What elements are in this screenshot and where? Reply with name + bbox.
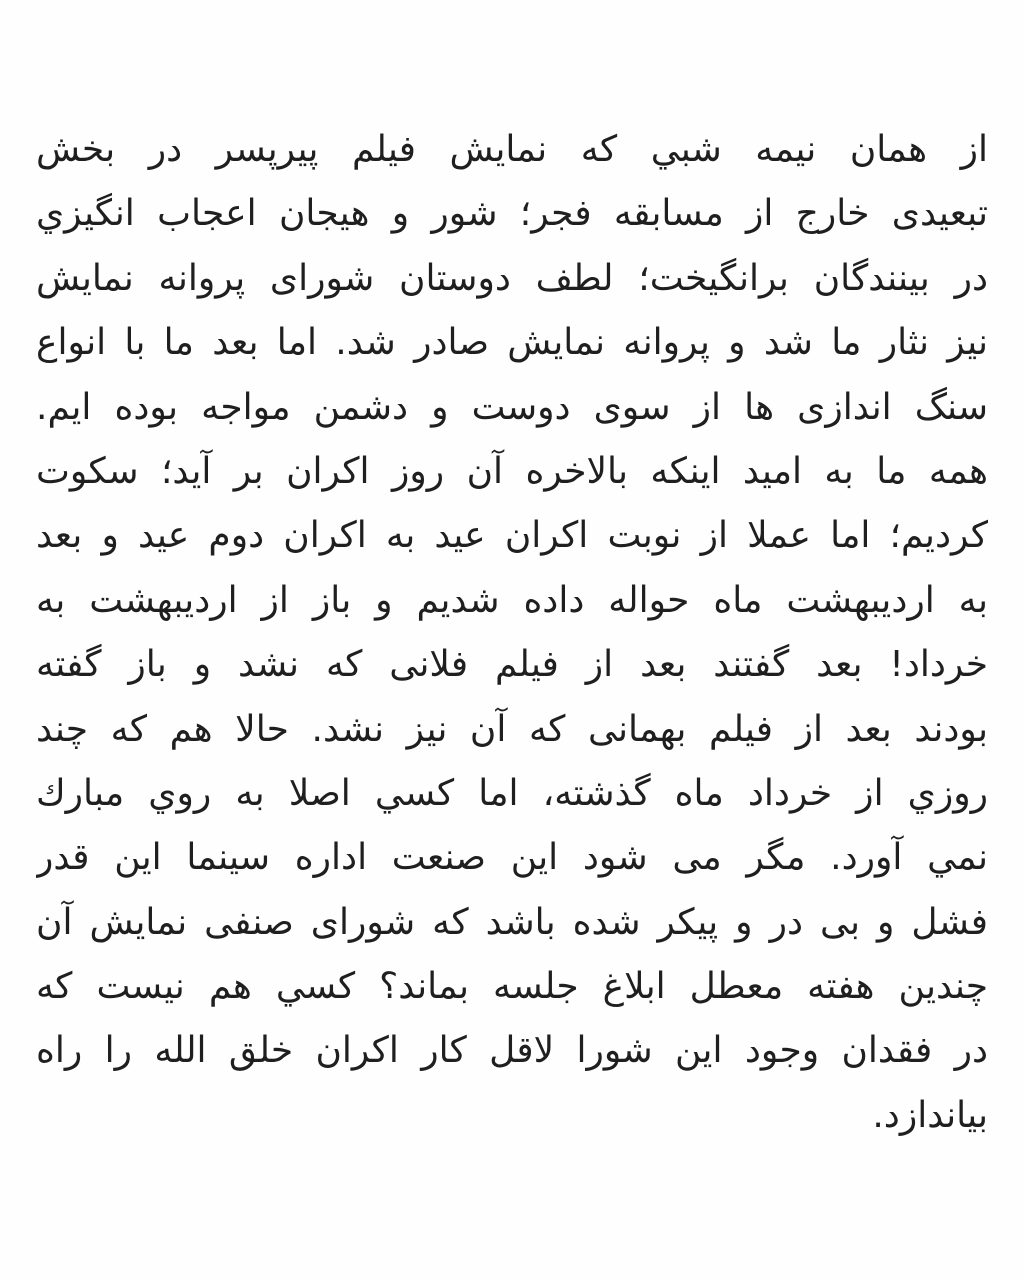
text-line: نیز نثار ما شد و پروانه نمایش صادر شد. اما بعد ما با انواع [36,322,988,364]
text-line: سنگ اندازی ها از سوی دوست و دشمن مواجه بوده ایم. [36,386,988,428]
text-line: بودند بعد از فیلم بهمانی که آن نیز نشد. حالا هم که چند [36,708,988,750]
text-line: کردیم؛ اما عملا از نوبت اکران عید به اکران دوم عید و بعد [36,515,988,557]
text-line: از همان نیمه شبي که نمایش فیلم پیرپسر در بخش [36,129,988,170]
text-line: روزي از خرداد ماه گذشته، اما کسي اصلا به روي مبارك [36,772,988,814]
text-line: به اردیبهشت ماه حواله داده شدیم و باز از اردیبهشت به [36,579,988,621]
text-line: همه ما به امید اینکه بالاخره آن روز اکران بر آید؛ سکوت [36,450,988,492]
text-line: در بینندگان برانگیخت؛ لطف دوستان شورای پروانه نمایش [36,257,988,299]
text-line: تبعیدی خارج از مسابقه فجر؛ شور و هیجان اعجاب انگیزي [36,193,988,235]
text-line: خرداد! بعد گفتند بعد از فیلم فلانی که نشد و باز گفته [36,644,988,686]
text-line-last: بیاندازد. [872,1094,988,1136]
body-text [36,118,988,1148]
text-line: نمي آورد. مگر می شود این صنعت اداره سینما این قدر [36,837,988,879]
text-line: فشل و بی در و پیکر شده باشد که شورای صنفی نمایش آن [36,901,988,943]
text-line: چندین هفته معطل ابلاغ جلسه بماند؟ کسي هم نیست که [36,966,988,1008]
text-line: در فقدان وجود این شورا لاقل کار اکران خلق الله را راه [36,1030,988,1072]
